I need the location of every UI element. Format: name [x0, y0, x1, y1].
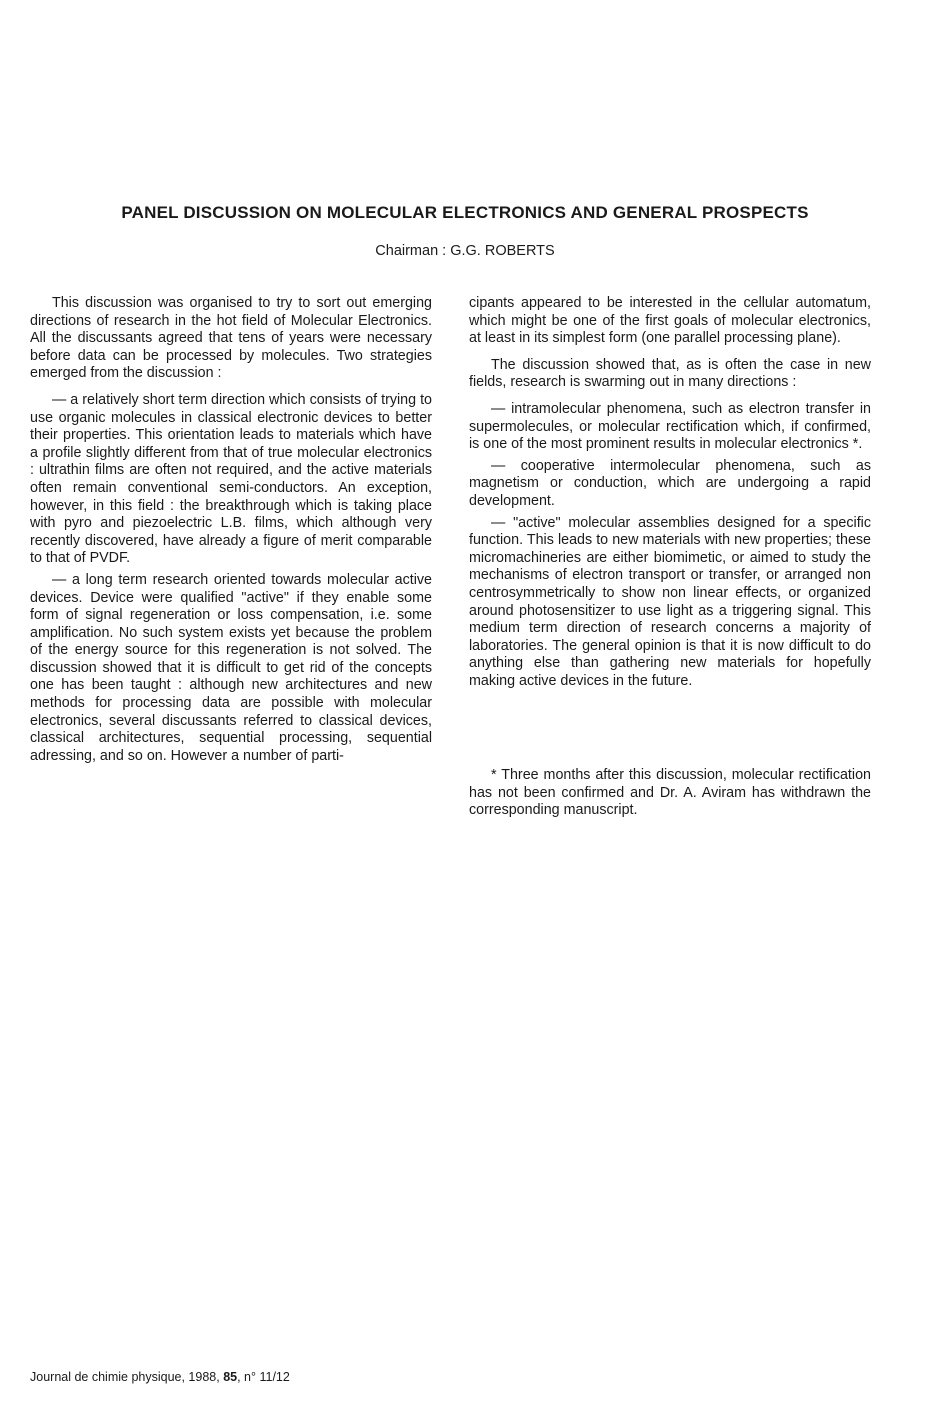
footer-volume: 85	[223, 1370, 238, 1384]
intramolecular-paragraph: — intramolecular phenomena, such as electron transfer in supermolecules, or molecular rectification which, if confirmed, is one of the most prominent results in molecular electronics *.	[469, 400, 871, 453]
active-assemblies-paragraph: — "active" molecular assemblies designed for a specific function. This leads to new materials with new properties; these micromachineries are either biomimetic, or aimed to study the mechanisms of electron transport or transfer, or arranged non centrosymmetrically to show non linear effects, or organized around photosensitizer to use light as a triggering signal. This medium term direction of research concerns a majority of laboratories. The general opinion is that it is now difficult to do anything else than gathering new materials for hopefully making active devices in the future.	[469, 514, 871, 689]
long-term-paragraph: — a long term research oriented towards molecular active devices. Device were qualified "active" if they enable some form of signal regeneration or loss compensation, i.e. some amplification. No such system exists yet because the problem of the energy source for this regeneration is not solved. The discussion showed that it is difficult to get rid of the concepts one has been taught : although new architectures and new methods for processing data are possible with molecular electronics, several discussants referred to classical devices, classical architectures, sequential processing, sequential adressing, and so on. However a number of parti-	[30, 571, 432, 764]
footnote: * Three months after this discussion, molecular rectification has not been confirmed and Dr. A. Aviram has withdrawn the corresponding manuscript.	[469, 767, 871, 819]
footer-issue: , n° 11/12	[237, 1370, 290, 1384]
directions-paragraph: The discussion showed that, as is often the case in new fields, research is swarming out in many directions :	[469, 356, 871, 391]
article-title: PANEL DISCUSSION ON MOLECULAR ELECTRONICS AND GENERAL PROSPECTS	[121, 203, 809, 222]
journal-footer	[30, 1370, 290, 1384]
short-term-paragraph: — a relatively short term direction which consists of trying to use organic molecules in classical electronic devices to better their properties. This orientation leads to materials which have a profile slightly different from that of true molecular electronics : ultrathin films are often not required, and the active materials often remain conventional semi-conductors. An exception, however, in this field : the breakthrough which is taking place with pyro and piezoelectric L.B. films, which although very recently discovered, have already a figure of merit comparable to that of PVDF.	[30, 391, 432, 567]
chairman-line: Chairman : G.G. ROBERTS	[375, 243, 555, 259]
intermolecular-paragraph: — cooperative intermolecular phenomena, such as magnetism or conduction, which are undergoing a rapid development.	[469, 457, 871, 509]
footer-journal: Journal de chimie physique, 1988,	[30, 1370, 220, 1384]
right-column	[469, 295, 871, 690]
continued-paragraph: cipants appeared to be interested in the cellular automatum, which might be one of the first goals of molecular electronics, at least in its simplest form (one parallel processing plane).	[469, 295, 871, 347]
intro-paragraph: This discussion was organised to try to sort out emerging directions of research in the hot field of Molecular Electronics. All the discussants agreed that tens of years were necessary before data can be processed by molecules. Two strategies emerged from the discussion :	[30, 295, 432, 382]
left-column	[30, 295, 432, 765]
